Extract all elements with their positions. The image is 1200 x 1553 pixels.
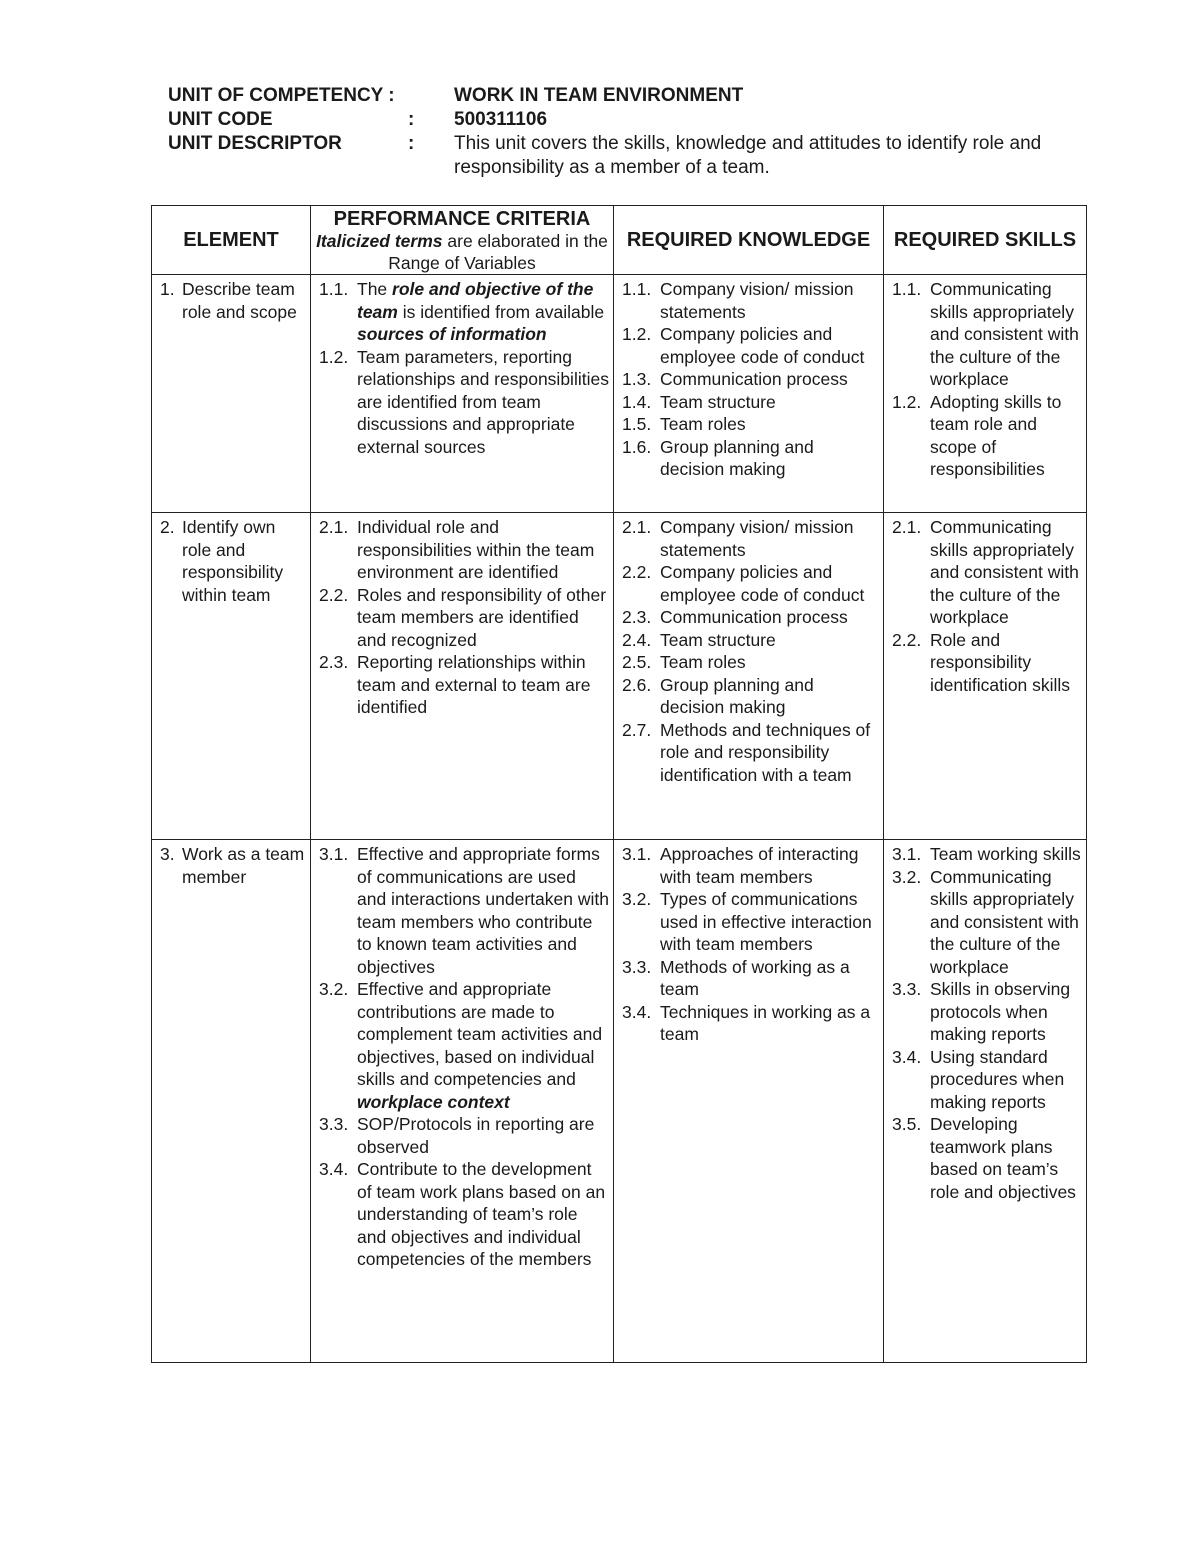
item-number: 2.1. xyxy=(622,517,652,537)
required-skills-item xyxy=(892,278,1082,391)
element-number: 3. xyxy=(160,844,175,864)
item-text: Communicating skills appropriately and consistent with the culture of the workplace xyxy=(930,866,1079,977)
element-item xyxy=(160,278,306,323)
item-text xyxy=(357,584,609,652)
item-number: 1.2. xyxy=(319,346,349,367)
item-number: 1.5. xyxy=(622,414,652,434)
criteria-text: Reporting relationships within team and external to team are identified xyxy=(357,652,591,717)
item-text xyxy=(357,843,609,978)
element-cell xyxy=(152,840,311,1363)
required-skills-item xyxy=(892,1046,1082,1114)
required-knowledge-item xyxy=(622,651,879,674)
item-text: Using standard procedures when making reports xyxy=(930,1046,1065,1112)
element-cell xyxy=(152,513,311,840)
unit-code-colon: : xyxy=(408,109,415,130)
range-of-variables-term: workplace context xyxy=(357,1091,510,1112)
item-text: Role and responsibility identification skills xyxy=(930,629,1071,695)
criteria-item xyxy=(319,584,609,652)
required-knowledge-item xyxy=(622,323,879,368)
item-text: Group planning and decision making xyxy=(660,674,814,717)
unit-of-competency-label: UNIT OF COMPETENCY : xyxy=(168,85,395,106)
criteria-item xyxy=(319,1113,609,1158)
item-text xyxy=(357,278,609,346)
unit-descriptor-label: UNIT DESCRIPTOR xyxy=(168,133,342,154)
unit-of-competency-value: WORK IN TEAM ENVIRONMENT xyxy=(454,85,744,106)
required-knowledge-cell xyxy=(614,840,884,1363)
table-header-row xyxy=(152,206,1087,275)
header-performance-criteria xyxy=(311,206,614,275)
item-number: 3.1. xyxy=(622,844,652,864)
item-number: 3.2. xyxy=(622,889,652,909)
criteria-text: is identified from available xyxy=(397,301,605,322)
required-skills-item xyxy=(892,866,1082,979)
criteria-text: Individual role and responsibilities within the team environment are identified xyxy=(357,517,595,582)
unit-descriptor-row xyxy=(168,132,1094,180)
criteria-item xyxy=(319,843,609,978)
item-number: 2.7. xyxy=(622,719,652,740)
item-text: Company vision/ mission statements xyxy=(660,279,854,322)
unit-descriptor-value: This unit covers the skills, knowledge and attitudes to identify role and responsibility as a member of a team. xyxy=(454,133,1042,178)
item-text: Group planning and decision making xyxy=(660,436,814,479)
required-knowledge-item xyxy=(622,719,879,787)
table-row xyxy=(152,275,1087,513)
performance-criteria-title: PERFORMANCE CRITERIA xyxy=(333,208,591,230)
performance-criteria-note-em: Italicized terms xyxy=(316,231,443,251)
item-text: Approaches of interacting with team members xyxy=(660,844,859,887)
performance-criteria-note-rest: are elaborated in the Range of Variables xyxy=(388,231,608,273)
required-knowledge-item xyxy=(622,606,879,629)
item-text xyxy=(357,346,609,459)
item-number: 2.1. xyxy=(892,517,922,537)
item-text: Adopting skills to team role and scope of responsibilities xyxy=(930,391,1062,479)
item-number: 1.1. xyxy=(622,279,652,299)
required-knowledge-item xyxy=(622,561,879,606)
item-number: 1.1. xyxy=(319,279,349,299)
required-skills-item xyxy=(892,1113,1082,1203)
item-text: Company policies and employee code of conduct xyxy=(660,562,865,605)
criteria-text: Roles and responsibility of other team members are identified and recognized xyxy=(357,584,607,650)
item-text: Developing teamwork plans based on team’s role and objectives xyxy=(930,1114,1076,1202)
header-element: ELEMENT xyxy=(152,206,311,275)
criteria-list xyxy=(319,516,609,719)
header-required-skills: REQUIRED SKILLS xyxy=(884,206,1087,275)
criteria-item xyxy=(319,651,609,719)
criteria-item xyxy=(319,278,609,346)
required-skills-cell xyxy=(884,275,1087,513)
table-row xyxy=(152,513,1087,840)
criteria-list xyxy=(319,278,609,458)
item-text: Communication process xyxy=(660,369,848,389)
required-knowledge-item xyxy=(622,391,879,414)
unit-of-competency-row xyxy=(168,84,1094,108)
element-text: Identify own role and responsibility within team xyxy=(182,517,284,605)
required-knowledge-item xyxy=(622,888,879,956)
element-text: Work as a team member xyxy=(182,844,305,887)
item-number: 2.3. xyxy=(622,607,652,627)
required-knowledge-cell xyxy=(614,513,884,840)
item-text: Communication process xyxy=(660,607,848,627)
item-text: Types of communications used in effective interaction with team members xyxy=(660,889,872,954)
required-skills-item xyxy=(892,843,1082,866)
item-number: 1.2. xyxy=(622,324,652,344)
performance-criteria-cell xyxy=(311,275,614,513)
unit-code-label: UNIT CODE xyxy=(168,109,273,130)
table-body xyxy=(152,275,1087,1363)
item-number: 1.3. xyxy=(622,369,652,389)
range-of-variables-term: role and objective of the team xyxy=(357,279,594,322)
item-text: Skills in observing protocols when making reports xyxy=(930,979,1071,1044)
item-text xyxy=(357,1158,609,1271)
required-skills-item xyxy=(892,629,1082,697)
item-number: 3.2. xyxy=(892,866,922,887)
criteria-text: Contribute to the development of team work plans based on an understanding of team’s role and objectives and individual competencies of the members xyxy=(357,1159,606,1269)
item-number: 2.2. xyxy=(622,562,652,582)
item-text: Team structure xyxy=(660,629,776,650)
criteria-list xyxy=(319,843,609,1271)
required-knowledge-list xyxy=(622,843,879,1046)
element-text: Describe team role and scope xyxy=(182,279,297,322)
required-skills-cell xyxy=(884,840,1087,1363)
element-number: 2. xyxy=(160,517,175,537)
unit-descriptor-colon: : xyxy=(408,133,415,154)
item-number: 1.2. xyxy=(892,391,922,412)
item-text: Team roles xyxy=(660,652,746,672)
header-required-knowledge: REQUIRED KNOWLEDGE xyxy=(614,206,884,275)
required-skills-item xyxy=(892,391,1082,481)
required-knowledge-item xyxy=(622,843,879,888)
item-number: 3.3. xyxy=(622,956,652,977)
required-skills-item xyxy=(892,516,1082,629)
required-knowledge-item xyxy=(622,1001,879,1046)
required-knowledge-list xyxy=(622,278,879,481)
required-skills-cell xyxy=(884,513,1087,840)
element-item xyxy=(160,843,306,888)
item-text: Techniques in working as a team xyxy=(660,1001,871,1044)
item-text: Team working skills xyxy=(930,844,1081,864)
item-text: Team roles xyxy=(660,414,746,434)
unit-code-value: 500311106 xyxy=(454,109,548,130)
item-number: 3.3. xyxy=(319,1114,349,1134)
required-knowledge-cell xyxy=(614,275,884,513)
item-number: 3.4. xyxy=(892,1046,922,1067)
required-skills-item xyxy=(892,978,1082,1046)
competency-table xyxy=(151,205,1087,1363)
criteria-item xyxy=(319,1158,609,1271)
item-text xyxy=(357,516,609,584)
performance-criteria-cell xyxy=(311,840,614,1363)
criteria-text: Effective and appropriate forms of communications are used and interactions undertaken with team members who contribute to known team activities and objectives xyxy=(357,844,609,977)
required-knowledge-item xyxy=(622,516,879,561)
table-row xyxy=(152,840,1087,1363)
item-text xyxy=(357,978,609,1113)
item-text: Team structure xyxy=(660,391,776,412)
range-of-variables-term: sources of information xyxy=(357,324,547,344)
item-number: 2.5. xyxy=(622,652,652,672)
item-number: 3.1. xyxy=(319,844,349,864)
required-skills-list xyxy=(892,278,1082,481)
item-text: Methods of working as a team xyxy=(660,956,850,999)
required-knowledge-item xyxy=(622,629,879,652)
item-number: 2.6. xyxy=(622,674,652,695)
performance-criteria-cell xyxy=(311,513,614,840)
item-number: 2.1. xyxy=(319,517,349,537)
required-knowledge-item xyxy=(622,956,879,1001)
required-knowledge-item xyxy=(622,674,879,719)
element-number: 1. xyxy=(160,279,175,299)
item-number: 3.2. xyxy=(319,979,349,999)
item-number: 2.2. xyxy=(319,584,349,605)
item-number: 1.1. xyxy=(892,279,922,299)
criteria-text: Team parameters, reporting relationships and responsibilities are identified from team discussions and appropriate external sources xyxy=(357,346,609,457)
unit-code-row xyxy=(168,108,1094,132)
required-knowledge-list xyxy=(622,516,879,786)
item-number: 3.5. xyxy=(892,1114,922,1134)
item-number: 2.3. xyxy=(319,652,349,672)
required-knowledge-item xyxy=(622,436,879,481)
item-text: Company vision/ mission statements xyxy=(660,517,854,560)
item-text: Methods and techniques of role and responsibility identification with a team xyxy=(660,719,871,785)
criteria-text: Effective and appropriate contributions are made to complement team activities and objectives, based on individual skills and competencies and xyxy=(357,979,603,1089)
item-text: Communicating skills appropriately and consistent with the culture of the workplace xyxy=(930,517,1079,627)
item-number: 3.4. xyxy=(622,1001,652,1022)
element-item xyxy=(160,516,306,606)
item-text: Communicating skills appropriately and consistent with the culture of the workplace xyxy=(930,279,1079,389)
required-knowledge-item xyxy=(622,368,879,391)
criteria-item xyxy=(319,516,609,584)
required-skills-list xyxy=(892,516,1082,696)
item-number: 3.1. xyxy=(892,844,922,864)
criteria-item xyxy=(319,346,609,459)
required-skills-list xyxy=(892,843,1082,1203)
item-number: 3.4. xyxy=(319,1159,349,1179)
performance-criteria-note xyxy=(315,230,609,274)
required-knowledge-item xyxy=(622,413,879,436)
item-number: 2.4. xyxy=(622,629,652,650)
item-number: 2.2. xyxy=(892,629,922,650)
criteria-text: The xyxy=(357,279,393,299)
criteria-text: SOP/Protocols in reporting are observed xyxy=(357,1114,595,1157)
required-knowledge-item xyxy=(622,278,879,323)
criteria-item xyxy=(319,978,609,1113)
item-number: 3.3. xyxy=(892,979,922,999)
unit-header xyxy=(168,84,1094,180)
item-text: Company policies and employee code of conduct xyxy=(660,324,865,367)
item-text xyxy=(357,1113,609,1158)
item-number: 1.4. xyxy=(622,391,652,412)
item-text xyxy=(357,651,609,719)
item-number: 1.6. xyxy=(622,436,652,457)
element-cell xyxy=(152,275,311,513)
